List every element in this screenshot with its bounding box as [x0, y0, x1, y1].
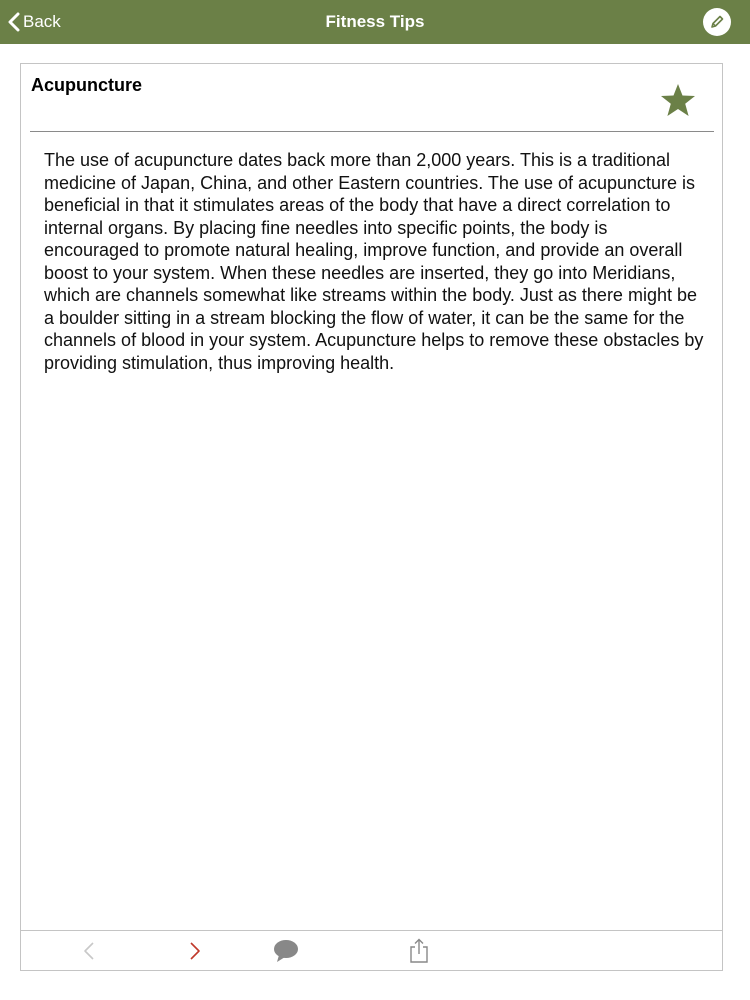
tip-body-text: The use of acupuncture dates back more than 2,000 years. This is a traditional medicine of Japan, China, and other Eastern countries. The use of acupuncture is beneficial in that it stimulates areas of the body that have a direct correlation to internal organs. By placing fine needles into specific points, the body is encouraged to promote natural healing, improve function, and provide an overall boost to your system. When these needles are inserted, they go into Meridians, which are channels somewhat like streams within the body. Just as there might be a boulder sitting in a stream blocking the flow of water, it can be the same for the channels of blood in your system. Acupuncture helps to remove these obstacles by providing stimulation, thus improving health.	[44, 150, 704, 373]
navigation-bar	[0, 0, 750, 44]
previous-button[interactable]	[75, 937, 103, 965]
back-label: Back	[23, 12, 61, 31]
tip-card	[20, 63, 723, 971]
page-title: Fitness Tips	[325, 12, 425, 31]
share-button[interactable]	[405, 937, 433, 965]
tip-title: Acupuncture	[31, 75, 143, 95]
bottom-toolbar	[21, 930, 722, 970]
speech-bubble-icon	[273, 939, 299, 963]
pencil-icon	[709, 14, 725, 30]
comment-button[interactable]	[272, 937, 300, 965]
next-button[interactable]	[181, 937, 209, 965]
chevron-right-icon	[189, 941, 201, 961]
chevron-left-icon	[83, 941, 95, 961]
edit-button[interactable]	[703, 8, 731, 36]
title-divider	[30, 131, 714, 132]
share-icon	[408, 938, 430, 964]
star-icon[interactable]	[659, 82, 697, 120]
